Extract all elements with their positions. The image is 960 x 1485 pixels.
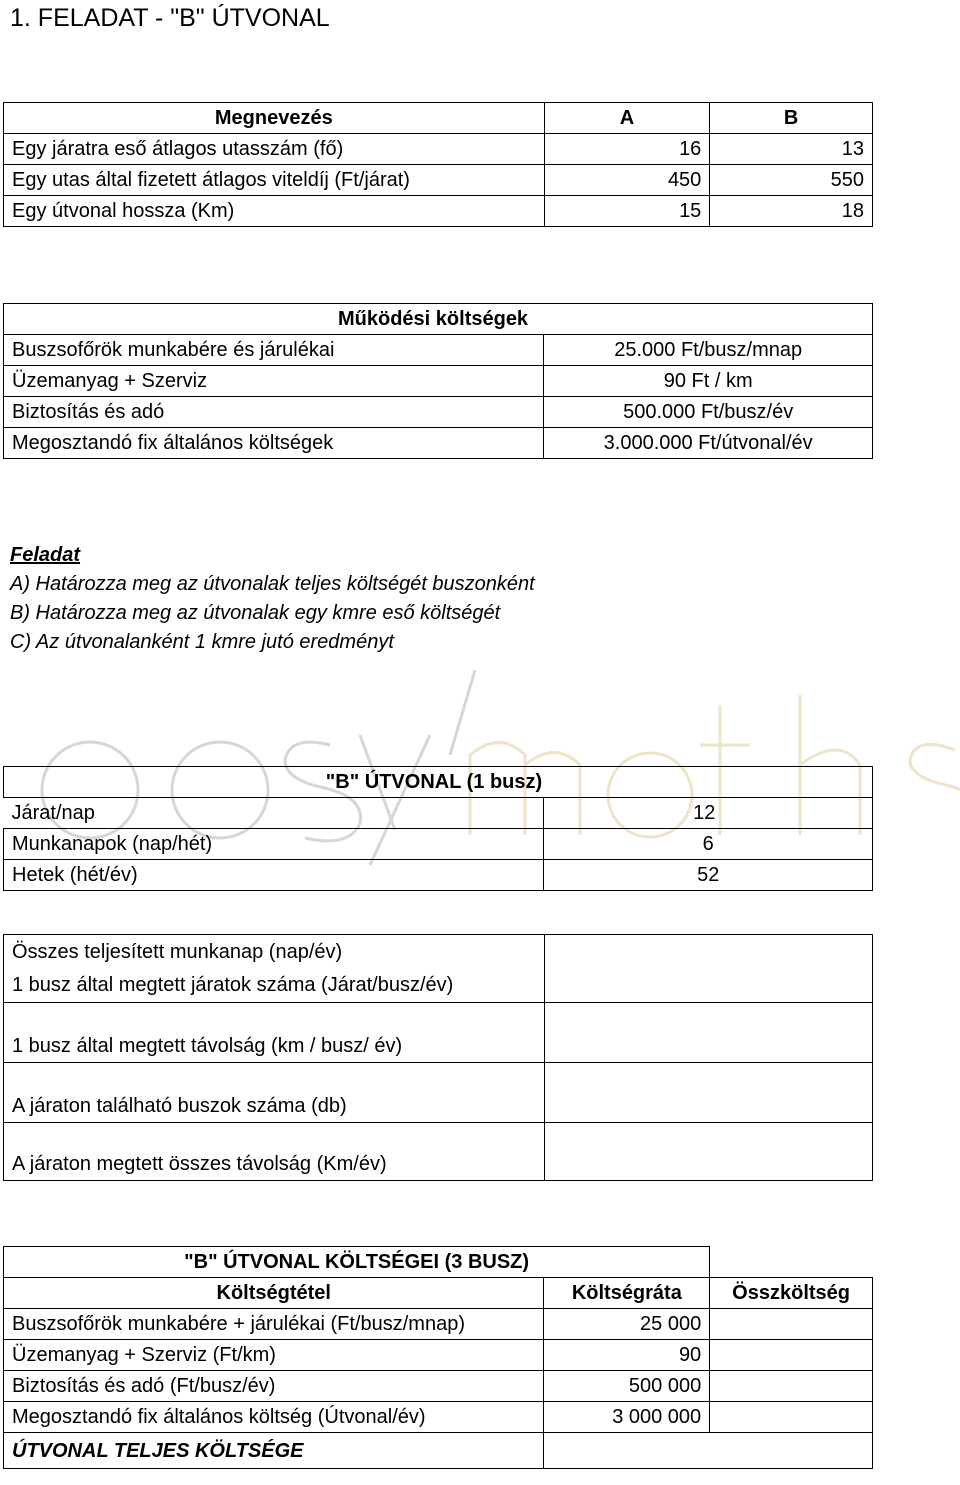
total-value-cell[interactable] bbox=[544, 1433, 873, 1469]
cost-item: Üzemanyag + Szerviz (Ft/km) bbox=[4, 1340, 544, 1371]
table-row bbox=[4, 1063, 873, 1123]
cost-item: Megosztandó fix általános költség (Útvonal/év) bbox=[4, 1402, 544, 1433]
column-header-cost-item: Költségtétel bbox=[4, 1278, 544, 1309]
cost-rate: 500 000 bbox=[544, 1371, 710, 1402]
task-line-a: A) Határozza meg az útvonalak teljes költségét buszonként bbox=[10, 573, 535, 595]
table-row bbox=[4, 1123, 873, 1181]
answer-cell[interactable] bbox=[544, 1003, 872, 1063]
table-row bbox=[4, 397, 873, 428]
calculation-table bbox=[3, 934, 873, 1181]
table-row bbox=[4, 798, 873, 829]
total-cost-cell[interactable] bbox=[710, 1371, 873, 1402]
value-a: 15 bbox=[544, 196, 710, 227]
row-label: Egy utas által fizetett átlagos viteldíj (Ft/járat) bbox=[4, 165, 545, 196]
cost-value: 90 Ft / km bbox=[544, 366, 873, 397]
table-row bbox=[4, 134, 873, 165]
cost-label: Megosztandó fix általános költségek bbox=[4, 428, 544, 459]
row-label: Összes teljesített munkanap (nap/év) bbox=[4, 935, 545, 969]
row-value: 52 bbox=[544, 860, 873, 891]
value-a: 16 bbox=[544, 134, 710, 165]
row-label: Egy útvonal hossza (Km) bbox=[4, 196, 545, 227]
table-row bbox=[4, 829, 873, 860]
row-label: 1 busz által megtett távolság (km / busz/ év) bbox=[4, 1003, 545, 1063]
total-cost-cell[interactable] bbox=[710, 1402, 873, 1433]
column-header-cost-rate: Költségráta bbox=[544, 1278, 710, 1309]
task-section bbox=[10, 541, 535, 657]
answer-cell[interactable] bbox=[544, 969, 872, 1003]
value-b: 550 bbox=[710, 165, 873, 196]
route-b-costs-table bbox=[3, 1246, 873, 1469]
value-a: 450 bbox=[544, 165, 710, 196]
cost-value: 500.000 Ft/busz/év bbox=[544, 397, 873, 428]
column-header-total-cost: Összköltség bbox=[710, 1278, 873, 1309]
row-value: 12 bbox=[544, 798, 873, 829]
cost-item: Buszsofőrök munkabére + járulékai (Ft/busz/mnap) bbox=[4, 1309, 544, 1340]
cost-value: 25.000 Ft/busz/mnap bbox=[544, 335, 873, 366]
task-heading: Feladat bbox=[10, 544, 81, 566]
cost-label: Üzemanyag + Szerviz bbox=[4, 366, 544, 397]
row-value: 6 bbox=[544, 829, 873, 860]
table-row bbox=[4, 428, 873, 459]
answer-cell[interactable] bbox=[544, 1063, 872, 1123]
table-header-row bbox=[4, 1278, 873, 1309]
row-label: Hetek (hét/év) bbox=[4, 860, 544, 891]
total-row bbox=[4, 1433, 873, 1469]
cost-item: Biztosítás és adó (Ft/busz/év) bbox=[4, 1371, 544, 1402]
table-row bbox=[4, 860, 873, 891]
row-label: Munkanapok (nap/hét) bbox=[4, 829, 544, 860]
table-row bbox=[4, 1402, 873, 1433]
cost-label: Biztosítás és adó bbox=[4, 397, 544, 428]
row-label: 1 busz által megtett járatok száma (Járat/busz/év) bbox=[4, 969, 545, 1003]
column-header-a: A bbox=[544, 103, 710, 134]
answer-cell[interactable] bbox=[544, 1123, 872, 1181]
route-b-header: "B" ÚTVONAL (1 busz) bbox=[4, 767, 873, 798]
page-title: 1. FELADAT - "B" ÚTVONAL bbox=[10, 4, 330, 32]
task-line-b: B) Határozza meg az útvonalak egy kmre eső költségét bbox=[10, 602, 501, 624]
value-b: 13 bbox=[710, 134, 873, 165]
total-cost-cell[interactable] bbox=[710, 1340, 873, 1371]
answer-cell[interactable] bbox=[544, 935, 872, 969]
row-label: A járaton található buszok száma (db) bbox=[4, 1063, 545, 1123]
table-row bbox=[4, 1003, 873, 1063]
cost-rate: 3 000 000 bbox=[544, 1402, 710, 1433]
column-header-name: Megnevezés bbox=[4, 103, 545, 134]
task-line-c: C) Az útvonalanként 1 kmre jutó eredményt bbox=[10, 631, 394, 653]
total-cost-cell[interactable] bbox=[710, 1309, 873, 1340]
row-label: Egy járatra eső átlagos utasszám (fő) bbox=[4, 134, 545, 165]
table-row bbox=[4, 196, 873, 227]
table-row bbox=[4, 165, 873, 196]
route-data-table bbox=[3, 102, 873, 227]
operating-costs-header: Működési költségek bbox=[4, 304, 873, 335]
row-label: Járat/nap bbox=[4, 798, 544, 829]
cost-value: 3.000.000 Ft/útvonal/év bbox=[544, 428, 873, 459]
table-row bbox=[4, 935, 873, 969]
cost-label: Buszsofőrök munkabére és járulékai bbox=[4, 335, 544, 366]
table-row bbox=[4, 1371, 873, 1402]
route-b-costs-header: "B" ÚTVONAL KÖLTSÉGEI (3 BUSZ) bbox=[4, 1247, 710, 1278]
cost-rate: 90 bbox=[544, 1340, 710, 1371]
route-b-one-bus-table bbox=[3, 766, 873, 891]
table-row bbox=[4, 1309, 873, 1340]
total-label: ÚTVONAL TELJES KÖLTSÉGE bbox=[4, 1433, 544, 1469]
table-row bbox=[4, 366, 873, 397]
cost-rate: 25 000 bbox=[544, 1309, 710, 1340]
value-b: 18 bbox=[710, 196, 873, 227]
operating-costs-table bbox=[3, 303, 873, 459]
table-row bbox=[4, 969, 873, 1003]
table-row bbox=[4, 1340, 873, 1371]
row-label: A járaton megtett összes távolság (Km/év) bbox=[4, 1123, 545, 1181]
table-header-row bbox=[4, 103, 873, 134]
table-row bbox=[4, 335, 873, 366]
column-header-b: B bbox=[710, 103, 873, 134]
